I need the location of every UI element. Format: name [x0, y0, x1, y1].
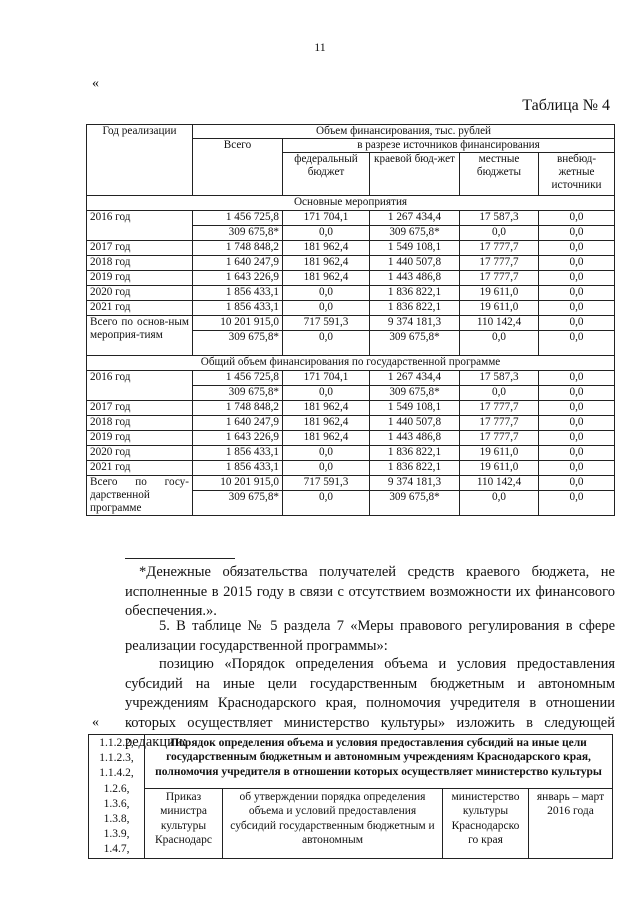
- cell-extra: 0,0: [539, 240, 615, 255]
- table-row: [87, 475, 615, 490]
- cell-total: 1 856 433,1: [193, 445, 283, 460]
- cell-federal: 181 962,4: [283, 240, 370, 255]
- header-by-sources: в разрезе источников финансирования: [283, 138, 615, 152]
- cell-local: 0,0: [460, 490, 539, 515]
- cell-total: 1 748 848,2: [193, 400, 283, 415]
- paragraph-position: позицию «Порядок определения объема и условия предоставления субсидий на иные цели государственным бюджетным и автономным учреждениям Краснодарского края, полномочия учредителя в отношении которых осуществляет министерство культуры» изложить в следующей редакции:: [125, 656, 615, 750]
- table-row: [87, 415, 615, 430]
- row-year: 2018 год: [87, 415, 193, 430]
- cell-total: 10 201 915,0: [193, 315, 283, 330]
- cell-federal: 0,0: [283, 285, 370, 300]
- cell-total: 10 201 915,0: [193, 475, 283, 490]
- cell-total: 309 675,8*: [193, 225, 283, 240]
- cell-regional: 1 440 507,8: [370, 415, 460, 430]
- cell-extra: 0,0: [539, 255, 615, 270]
- cell-total: 1 748 848,2: [193, 240, 283, 255]
- legal-measures-table: [88, 734, 613, 859]
- table-row: [87, 255, 615, 270]
- term: январь – март 2016 года: [529, 788, 613, 859]
- cell-federal: 171 704,1: [283, 210, 370, 225]
- cell-local: 17 777,7: [460, 240, 539, 255]
- cell-federal: 181 962,4: [283, 400, 370, 415]
- cell-federal: 0,0: [283, 445, 370, 460]
- cell-extra: 0,0: [539, 225, 615, 240]
- executor: министерство культуры Краснодарско го края: [443, 788, 529, 859]
- cell-total: 309 675,8*: [193, 385, 283, 400]
- cell-total: 1 456 725,8: [193, 370, 283, 385]
- open-quote-2: «: [92, 715, 99, 730]
- row-year: 2020 год: [87, 285, 193, 300]
- table-row: [87, 445, 615, 460]
- table-row: [87, 460, 615, 475]
- cell-extra: 0,0: [539, 445, 615, 460]
- paragraph-5: 5. В таблице № 5 раздела 7 «Меры правового регулирования в сфере реализации государственной программы»:: [125, 618, 615, 654]
- cell-federal: 0,0: [283, 385, 370, 400]
- cell-federal: 0,0: [283, 225, 370, 240]
- cell-regional: 1 836 822,1: [370, 285, 460, 300]
- cell-local: 19 611,0: [460, 445, 539, 460]
- cell-federal: 717 591,3: [283, 315, 370, 330]
- cell-regional: 1 443 486,8: [370, 270, 460, 285]
- cell-regional: 1 440 507,8: [370, 255, 460, 270]
- row-year: 2016 год: [87, 370, 193, 400]
- cell-extra: 0,0: [539, 270, 615, 285]
- header-year: Год реализации: [87, 125, 193, 196]
- header-extra: внебюд-жетные источники: [539, 152, 615, 195]
- cell-total: 1 856 433,1: [193, 300, 283, 315]
- cell-regional: 1 836 822,1: [370, 300, 460, 315]
- cell-local: 17 777,7: [460, 430, 539, 445]
- cell-extra: 0,0: [539, 475, 615, 490]
- section-main-activities: Основные мероприятия: [87, 195, 615, 210]
- cell-extra: 0,0: [539, 370, 615, 385]
- cell-extra: 0,0: [539, 330, 615, 355]
- table-row: [87, 400, 615, 415]
- cell-total: 1 640 247,9: [193, 255, 283, 270]
- row-year: 2021 год: [87, 460, 193, 475]
- cell-total: 309 675,8*: [193, 490, 283, 515]
- cell-local: 110 142,4: [460, 315, 539, 330]
- row-year: 2020 год: [87, 445, 193, 460]
- row-year: 2017 год: [87, 400, 193, 415]
- cell-federal: 0,0: [283, 300, 370, 315]
- cell-federal: 181 962,4: [283, 255, 370, 270]
- cell-local: 19 611,0: [460, 285, 539, 300]
- header-volume: Объем финансирования, тыс. рублей: [193, 125, 615, 139]
- cell-federal: 0,0: [283, 460, 370, 475]
- cell-total: 309 675,8*: [193, 330, 283, 355]
- footnote: *Денежные обязательства получателей средств краевого бюджета, не исполненные в 2015 году в связи с отсутствием возможности их финансового обеспечения.».: [125, 564, 615, 619]
- table-row: [87, 285, 615, 300]
- cell-federal: 171 704,1: [283, 370, 370, 385]
- cell-total: 1 456 725,8: [193, 210, 283, 225]
- financing-table: [86, 124, 615, 516]
- cell-regional: 309 675,8*: [370, 385, 460, 400]
- cell-local: 0,0: [460, 225, 539, 240]
- cell-regional: 309 675,8*: [370, 330, 460, 355]
- item-codes: 1.1.2.2, 1.1.2.3, 1.1.4.2, 1.2.6, 1.3.6, 1.3.8, 1.3.9, 1.4.7,: [89, 735, 145, 859]
- cell-total: 1 643 226,9: [193, 430, 283, 445]
- cell-regional: 9 374 181,3: [370, 475, 460, 490]
- cell-local: 19 611,0: [460, 300, 539, 315]
- document-type: Приказ министра культуры Краснодарс: [145, 788, 223, 859]
- cell-total: 1 640 247,9: [193, 415, 283, 430]
- cell-total: 1 856 433,1: [193, 460, 283, 475]
- cell-extra: 0,0: [539, 315, 615, 330]
- cell-federal: 717 591,3: [283, 475, 370, 490]
- cell-extra: 0,0: [539, 460, 615, 475]
- cell-federal: 181 962,4: [283, 415, 370, 430]
- cell-local: 0,0: [460, 330, 539, 355]
- cell-local: 17 777,7: [460, 255, 539, 270]
- open-quote: «: [92, 76, 99, 91]
- row-total-label: Всего по госу-дарственной программе: [87, 475, 193, 515]
- cell-total: 1 856 433,1: [193, 285, 283, 300]
- header-local: местные бюджеты: [460, 152, 539, 195]
- cell-extra: 0,0: [539, 285, 615, 300]
- cell-regional: 309 675,8*: [370, 225, 460, 240]
- row-year: 2019 год: [87, 270, 193, 285]
- table-row: [87, 270, 615, 285]
- header-federal: федеральный бюджет: [283, 152, 370, 195]
- section-program-total: Общий объем финансирования по государственной программе: [87, 355, 615, 370]
- cell-federal: 0,0: [283, 330, 370, 355]
- row-year: 2021 год: [87, 300, 193, 315]
- table-title: Таблица № 4: [522, 97, 610, 114]
- cell-extra: 0,0: [539, 490, 615, 515]
- table-row: [87, 210, 615, 225]
- cell-federal: 181 962,4: [283, 430, 370, 445]
- header-total: Всего: [193, 138, 283, 195]
- cell-regional: 309 675,8*: [370, 490, 460, 515]
- cell-regional: 1 836 822,1: [370, 460, 460, 475]
- row-year: 2019 год: [87, 430, 193, 445]
- table-row: [87, 370, 615, 385]
- table-row: [87, 315, 615, 330]
- cell-extra: 0,0: [539, 430, 615, 445]
- cell-local: 19 611,0: [460, 460, 539, 475]
- cell-regional: 1 549 108,1: [370, 400, 460, 415]
- cell-extra: 0,0: [539, 300, 615, 315]
- document-content: об утверждении порядка определения объема и условий предоставления субсидий государственным бюджетным и автономным: [223, 788, 443, 859]
- cell-local: 17 777,7: [460, 270, 539, 285]
- header-regional: краевой бюд-жет: [370, 152, 460, 195]
- cell-extra: 0,0: [539, 210, 615, 225]
- cell-local: 17 777,7: [460, 400, 539, 415]
- cell-extra: 0,0: [539, 400, 615, 415]
- table-row: [87, 240, 615, 255]
- cell-local: 17 587,3: [460, 210, 539, 225]
- cell-extra: 0,0: [539, 415, 615, 430]
- row-year: 2017 год: [87, 240, 193, 255]
- cell-total: 1 643 226,9: [193, 270, 283, 285]
- footnote-divider: [125, 558, 235, 559]
- cell-local: 0,0: [460, 385, 539, 400]
- cell-federal: 181 962,4: [283, 270, 370, 285]
- page-number: 11: [314, 40, 326, 54]
- row-year: 2016 год: [87, 210, 193, 240]
- cell-regional: 1 549 108,1: [370, 240, 460, 255]
- cell-local: 110 142,4: [460, 475, 539, 490]
- cell-regional: 1 443 486,8: [370, 430, 460, 445]
- table-row: [87, 430, 615, 445]
- measure-heading: Порядок определения объема и условия предоставления субсидий на иные цели государственным бюджетным и автономным учреждениям Краснодарского края, полномочия учредителя в отношении которых осуществляет министерство культуры: [145, 735, 613, 789]
- cell-regional: 9 374 181,3: [370, 315, 460, 330]
- table-row: [87, 300, 615, 315]
- cell-local: 17 777,7: [460, 415, 539, 430]
- cell-extra: 0,0: [539, 385, 615, 400]
- cell-regional: 1 267 434,4: [370, 370, 460, 385]
- cell-local: 17 587,3: [460, 370, 539, 385]
- cell-regional: 1 836 822,1: [370, 445, 460, 460]
- row-year: 2018 год: [87, 255, 193, 270]
- row-total-label: Всего по основ-ным мероприя-тиям: [87, 315, 193, 355]
- cell-federal: 0,0: [283, 490, 370, 515]
- cell-regional: 1 267 434,4: [370, 210, 460, 225]
